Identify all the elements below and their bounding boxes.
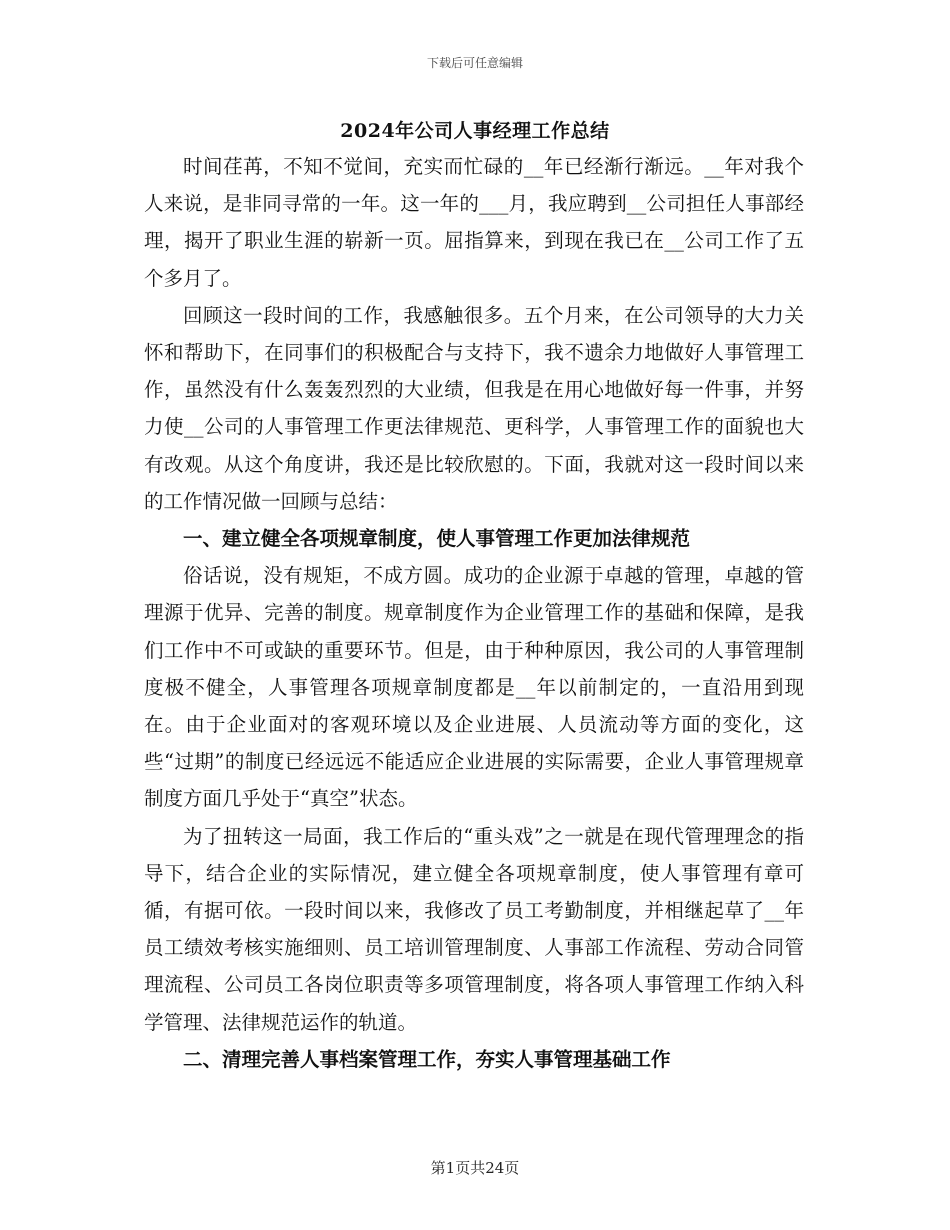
paragraph-review: 回顾这一段时间的工作，我感触很多。五个月来，在公司领导的大力关怀和帮助下，在同事们的积极配合与支持下，我不遗余力地做好人事管理工作，虽然没有什么轰轰烈烈的大业绩，但我是在用心地做好每一件事，并努力使__公司的人事管理工作更法律规范、更科学，人事管理工作的面貌也大有改观。从这个角度讲，我还是比较欣慰的。下面，我就对这一段时间以来的工作情况做一回顾与总结： xyxy=(144,303,804,513)
paragraph-reform: 为了扭转这一局面，我工作后的“重头戏”之一就是在现代管理理念的指导下，结合企业的实际情况，建立健全各项规章制度，使人事管理有章可循，有据可依。一段时间以来，我修改了员工考勤制度，并相继起草了__年员工绩效考核实施细则、员工培训管理制度、人事部工作流程、劳动合同管理流程、公司员工各岗位职责等多项管理制度，将各项人事管理工作纳入科学管理、法律规范运作的轨道。 xyxy=(144,824,804,1034)
paragraph-rules: 俗话说，没有规矩，不成方圆。成功的企业源于卓越的管理，卓越的管理源于优异、完善的制度。规章制度作为企业管理工作的基础和保障，是我们工作中不可或缺的重要环节。但是，由于种种原因，我公司的人事管理制度极不健全，人事管理各项规章制度都是__年以前制定的，一直沿用到现在。由于企业面对的客观环境以及企业进展、人员流动等方面的变化，这些“过期”的制度已经远远不能适应企业进展的实际需要，企业人事管理规章制度方面几乎处于“真空”状态。 xyxy=(144,564,804,811)
page-number-footer: 第1页共24页 xyxy=(430,1159,520,1177)
header-note: 下载后可任意编辑 xyxy=(426,56,523,70)
document-body xyxy=(144,148,804,1078)
paragraph-intro: 时间荏苒，不知不觉间，充实而忙碌的__年已经渐行渐远。__年对我个人来说，是非同寻常的一年。这一年的___月，我应聘到__公司担任人事部经理，揭开了职业生涯的崭新一页。屈指算来，到现在我已在__公司工作了五个多月了。 xyxy=(144,155,804,290)
section-heading-1: 一、建立健全各项规章制度，使人事管理工作更加法律规范 xyxy=(183,527,691,551)
page-title: 2024年公司人事经理工作总结 xyxy=(340,120,610,142)
section-heading-2: 二、清理完善人事档案管理工作，夯实人事管理基础工作 xyxy=(183,1047,671,1071)
